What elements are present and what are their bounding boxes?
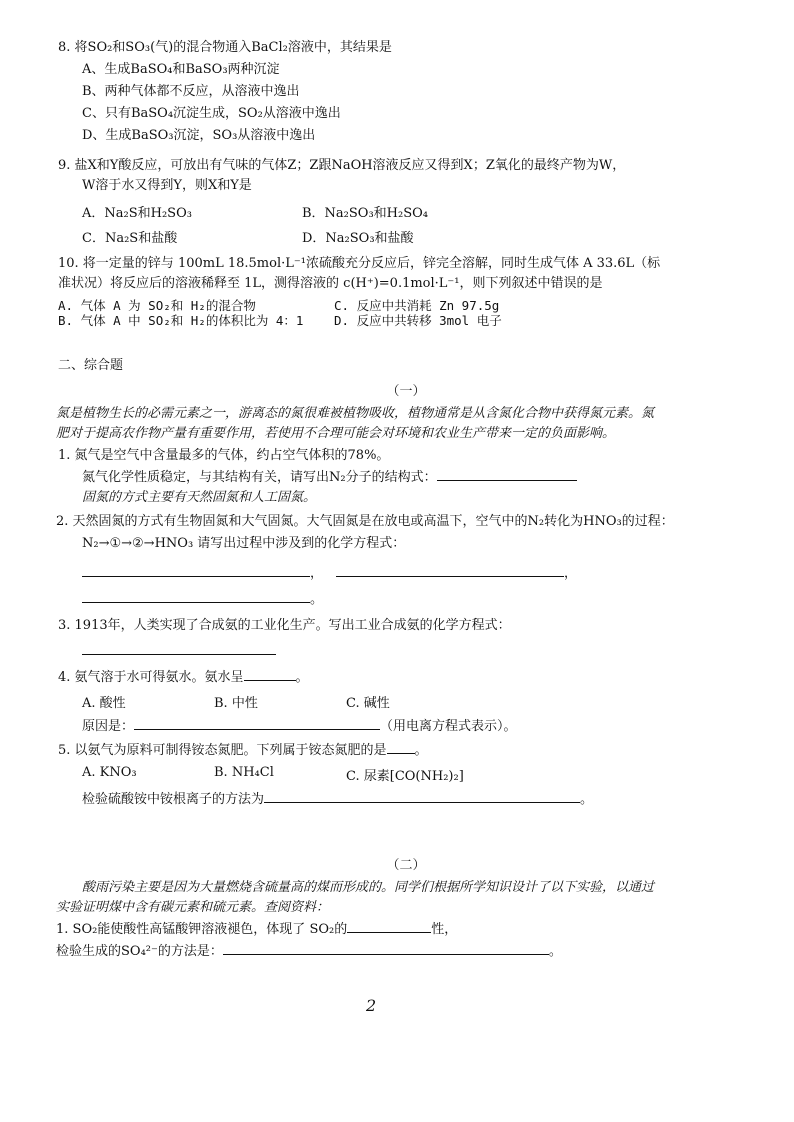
p4-period: 。 bbox=[295, 670, 309, 685]
q8-option-d: D、生成BaSO₃沉淀，SO₃从溶液中逸出 bbox=[82, 128, 316, 143]
q10-options-row-2 bbox=[58, 313, 754, 328]
p1-answer-blank[interactable] bbox=[437, 466, 577, 481]
q10-option-d: D. 反应中共转移 3mol 电子 bbox=[334, 313, 502, 328]
s1-line-2 bbox=[56, 940, 754, 962]
q8-option-c: C、只有BaSO₄沉淀生成，SO₂从溶液中逸出 bbox=[82, 106, 341, 121]
q9-option-b: B．Na₂SO₃和H₂SO₄ bbox=[302, 206, 428, 221]
p4-options bbox=[58, 692, 754, 711]
p4-answer-blank[interactable] bbox=[244, 666, 296, 681]
p2-answer-blank-2[interactable] bbox=[336, 562, 564, 577]
part2-title: 二、综合题 bbox=[58, 358, 124, 373]
p1-line-2 bbox=[58, 466, 754, 488]
p5-period: 。 bbox=[414, 743, 428, 758]
q8-option-b: B、两种气体都不反应，从溶液中逸出 bbox=[82, 84, 300, 99]
s1-end: 性， bbox=[431, 922, 458, 937]
p2-line-1: 2. 天然固氮的方式有生物固氮和大气固氮。大气固氮是在放电或高温下，空气中的N₂转化为HNO₃的过程： bbox=[56, 514, 674, 529]
q8-stem: 8. 将SO₂和SO₃(气)的混合物通入BaCl₂溶液中，其结果是 bbox=[58, 40, 392, 55]
q10-option-a: A. 气体 A 为 SO₂和 H₂的混合物 bbox=[58, 298, 256, 313]
p2-period: 。 bbox=[310, 592, 324, 607]
p2-blanks-row-1 bbox=[58, 562, 754, 584]
q10-option-b: B. 气体 A 中 SO₂和 H₂的体积比为 4：1 bbox=[58, 313, 304, 328]
p4-text: 4. 氨气溶于水可得氨水。氨水呈 bbox=[58, 670, 244, 685]
p5-options bbox=[58, 765, 754, 784]
p2-answer-blank-1[interactable] bbox=[82, 562, 310, 577]
p4-reason-label: 原因是： bbox=[82, 719, 135, 734]
q10-stem-1: 10. 将一定量的锌与 100mL 18.5mol·L⁻¹浓硫酸充分反应后，锌完全溶解，同时生成气体 A 33.6L（标 bbox=[58, 256, 661, 271]
s1-test-blank[interactable] bbox=[223, 940, 549, 955]
s1-test-label: 检验生成的SO₄²⁻的方法是： bbox=[56, 944, 223, 959]
part2-sub2: （二） bbox=[386, 858, 426, 873]
p1-line-3: 固氮的方式主要有天然固氮和人工固氮。 bbox=[82, 490, 317, 505]
p4-reason-row bbox=[58, 715, 754, 737]
q9-stem-1: 9. 盐X和Y酸反应，可放出有气味的气体Z；Z跟NaOH溶液反应又得到X；Z氧化的最终产物为W， bbox=[58, 158, 626, 173]
part2-intro-3: 酸雨污染主要是因为大量燃烧含硫量高的煤而形成的。同学们根据所学知识设计了以下实验，以通过 bbox=[82, 880, 655, 895]
page-number: 2 bbox=[366, 996, 377, 1015]
p3-blank-row bbox=[58, 640, 754, 662]
q8-option-a: A、生成BaSO₄和BaSO₃两种沉淀 bbox=[82, 62, 280, 77]
p4-option-a: A. 酸性 bbox=[82, 696, 126, 711]
q9-options-row-1 bbox=[58, 202, 754, 221]
p2-answer-blank-3[interactable] bbox=[82, 588, 310, 603]
p3-line: 3. 1913年，人类实现了合成氨的工业化生产。写出工业合成氨的化学方程式： bbox=[58, 618, 511, 633]
p4-option-c: C. 碱性 bbox=[346, 696, 390, 711]
s1-test-period: 。 bbox=[548, 944, 562, 959]
q9-stem-2: W溶于水又得到Y，则X和Y是 bbox=[82, 178, 252, 193]
p4-line bbox=[58, 666, 754, 688]
p1-text: 氮气化学性质稳定，与其结构有关，请写出N₂分子的结构式： bbox=[82, 470, 437, 485]
q9-options-row-2 bbox=[58, 227, 754, 246]
p4-reason-blank[interactable] bbox=[134, 715, 380, 730]
part2-sub1: （一） bbox=[386, 384, 426, 399]
q9-option-c: C．Na₂S和盐酸 bbox=[82, 231, 178, 246]
p5-text: 5. 以氨气为原料可制得铵态氮肥。下列属于铵态氮肥的是 bbox=[58, 743, 387, 758]
p5-test-blank[interactable] bbox=[264, 788, 580, 803]
q10-options-row-1 bbox=[58, 298, 754, 313]
p2-line-2: N₂→①→②→HNO₃ 请写出过程中涉及到的化学方程式： bbox=[82, 536, 406, 551]
p2-comma-1: ， bbox=[310, 566, 324, 581]
s1-line-1 bbox=[56, 918, 754, 940]
part2-intro-1: 氮是植物生长的必需元素之一，游离态的氮很难被植物吸收，植物通常是从含氮化合物中获得氮元素。氮 bbox=[56, 406, 655, 421]
part2-intro-4: 实验证明煤中含有碳元素和硫元素。查阅资料： bbox=[56, 900, 330, 915]
p5-test-row bbox=[58, 788, 754, 810]
q9-option-a: A．Na₂S和H₂SO₃ bbox=[82, 206, 192, 221]
s1-text: 1. SO₂能使酸性高锰酸钾溶液褪色，体现了 SO₂的 bbox=[56, 922, 348, 937]
p4-reason-note: （用电离方程式表示）。 bbox=[380, 719, 517, 734]
p5-test-label: 检验硫酸铵中铵根离子的方法为 bbox=[82, 792, 265, 807]
p2-comma-2: ， bbox=[564, 566, 578, 581]
p2-blanks-row-2 bbox=[58, 588, 754, 610]
s1-answer-blank[interactable] bbox=[347, 918, 431, 933]
q10-option-c: C. 反应中共消耗 Zn 97.5g bbox=[334, 298, 500, 313]
p5-test-period: 。 bbox=[580, 792, 594, 807]
q9-option-d: D．Na₂SO₃和盐酸 bbox=[302, 231, 414, 246]
p5-option-c: C. 尿素[CO(NH₂)₂] bbox=[346, 769, 464, 784]
p4-option-b: B. 中性 bbox=[214, 696, 258, 711]
p5-option-b: B. NH₄Cl bbox=[214, 765, 274, 780]
part2-intro-2: 肥对于提高农作物产量有重要作用，若使用不合理可能会对环境和农业生产带来一定的负面影响。 bbox=[56, 426, 616, 441]
p5-line bbox=[58, 739, 754, 761]
p3-answer-blank[interactable] bbox=[82, 640, 276, 655]
p5-answer-blank[interactable] bbox=[387, 739, 415, 754]
q10-stem-2: 准状况）将反应后的溶液稀释至 1L，测得溶液的 c(H⁺)=0.1mol·L⁻¹，则下列叙述中错误的是 bbox=[58, 276, 603, 291]
p1-line-1: 1. 氮气是空气中含量最多的气体，约占空气体积的78%。 bbox=[58, 448, 390, 463]
p5-option-a: A. KNO₃ bbox=[82, 765, 137, 780]
